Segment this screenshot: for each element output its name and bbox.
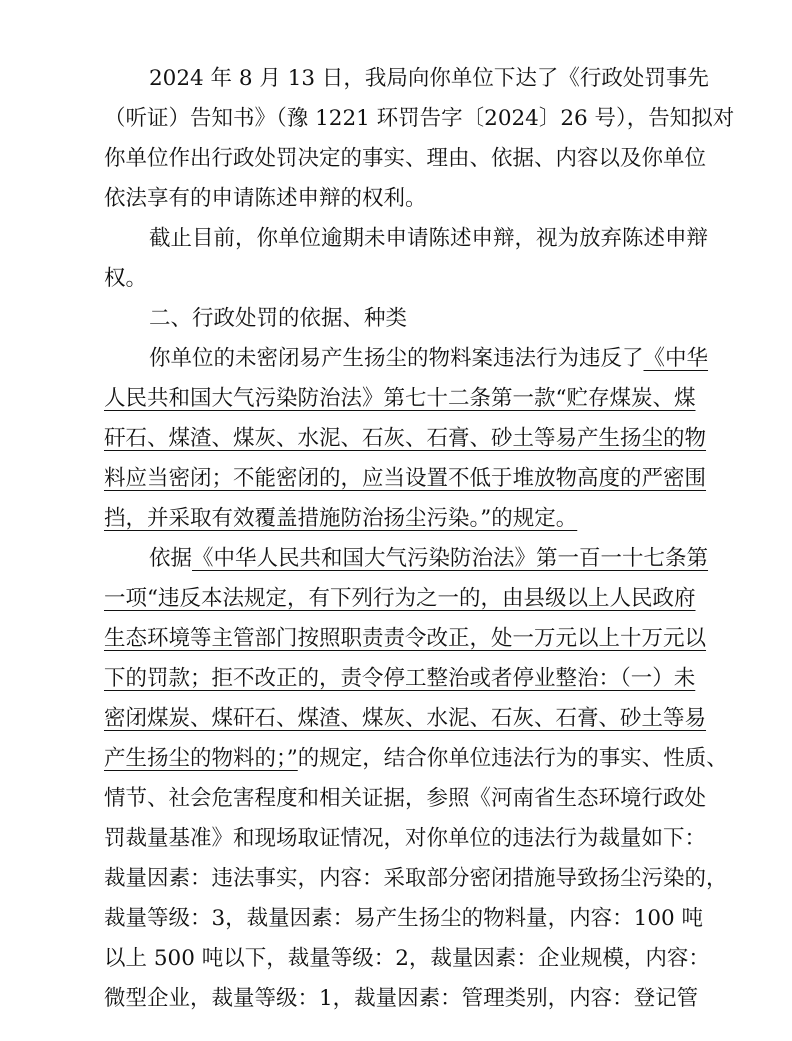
plain-text: 的规定，结合你单位违法行为的事实、性质、 xyxy=(297,746,728,771)
text-line: 裁量因素：违法事实，内容：采取部分密闭措施导致扬尘污染的， xyxy=(104,866,728,891)
section-heading: 二、行政处罚的依据、种类 xyxy=(149,306,408,331)
underlined-text: 依据《中华人民共和国大气污染防治法》第一百一十七条第 xyxy=(149,546,709,571)
text-line: （听证）告知书》（豫 1221 环罚告字〔2024〕26 号），告知拟对 xyxy=(104,106,735,131)
text-line-underlined: 人民共和国大气污染防治法》第七十二条第一款“贮存煤炭、煤 xyxy=(104,386,696,411)
text-line xyxy=(149,539,709,579)
text-line-underlined: 密闭煤炭、煤矸石、煤渣、煤灰、水泥、石灰、石膏、砂土等易 xyxy=(104,706,707,731)
text-line xyxy=(149,339,709,379)
text-line: 罚裁量基准》和现场取证情况，对你单位的违法行为裁量如下： xyxy=(104,826,707,851)
text-line-underlined: 矸石、煤渣、煤灰、水泥、石灰、石膏、砂土等易产生扬尘的物 xyxy=(104,426,707,451)
text-line: 情节、社会危害程度和相关证据，参照《河南省生态环境行政处 xyxy=(104,786,707,811)
text-line-underlined: 挡，并采取有效覆盖措施防治扬尘污染。”的规定。 xyxy=(104,506,578,531)
text-line: 裁量等级：3，裁量因素：易产生扬尘的物料量，内容：100 吨 xyxy=(104,906,704,931)
text-line-underlined: 生态环境等主管部门按照职责责令改正，处一万元以上十万元以 xyxy=(104,626,707,651)
text-line: 以上 500 吨以下，裁量等级：2，裁量因素：企业规模，内容： xyxy=(104,946,710,971)
text-line-underlined: 下的罚款；拒不改正的，责令停工整治或者停业整治：（一）未 xyxy=(104,666,696,691)
text-line: 微型企业，裁量等级：1，裁量因素：管理类别，内容：登记管 xyxy=(104,986,699,1011)
text-line xyxy=(104,739,728,779)
underlined-text: 产生扬尘的物料的；” xyxy=(104,746,298,771)
text-line: 2024 年 8 月 13 日，我局向你单位下达了《行政处罚事先 xyxy=(149,66,709,91)
text-line-underlined: 一项“违反本法规定，有下列行为之一的，由县级以上人民政府 xyxy=(104,586,696,611)
text-line-underlined: 料应当密闭；不能密闭的，应当设置不低于堆放物高度的严密围 xyxy=(104,466,707,491)
text-line: 截止目前，你单位逾期未申请陈述申辩，视为放弃陈述申辩 xyxy=(149,226,709,251)
text-line: 权。 xyxy=(104,266,148,291)
text-line: 你单位作出行政处罚决定的事实、理由、依据、内容以及你单位 xyxy=(104,146,707,171)
underlined-text: 你单位的未密闭易产生扬尘的物料案违法行为违反了《中华 xyxy=(149,346,709,371)
text-line: 依法享有的申请陈述申辩的权利。 xyxy=(104,186,427,211)
